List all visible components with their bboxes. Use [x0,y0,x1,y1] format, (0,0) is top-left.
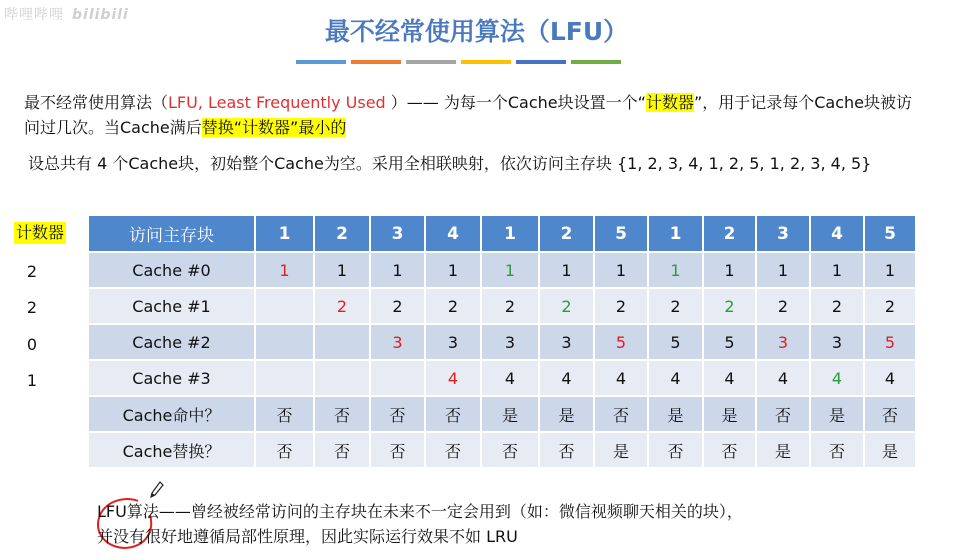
counter-value-0: 2 [26,262,38,281]
table-cell: 是 [648,396,703,432]
row-label: Cache #2 [89,324,255,360]
table-cell: 否 [594,396,648,432]
table-cell: 5 [648,324,703,360]
table-cell: 3 [425,324,481,360]
table-cell: 2 [481,288,539,324]
table-cell: 否 [756,396,810,432]
table-cell: 2 [539,288,594,324]
table-cell: 2 [810,288,864,324]
table-cell: 3 [370,324,425,360]
access-block-6: 5 [594,216,648,252]
pencil-icon [150,481,164,499]
table-cell [255,324,314,360]
access-block-5: 2 [539,216,594,252]
slide-title: 最不经常使用算法（LFU） [324,17,629,46]
watermark-text: 哔哩哔哩 [4,7,64,23]
table-cell [314,360,370,396]
counter-title: 计数器 [16,223,65,242]
table-cell: 3 [810,324,864,360]
table-cell: 5 [594,324,648,360]
highlight-counter: 计数器 [645,93,694,112]
row-label: Cache #1 [89,288,255,324]
table-cell: 2 [425,288,481,324]
table-cell: 4 [425,360,481,396]
table-cell: 1 [255,252,314,288]
table-cell: 2 [370,288,425,324]
table-cell: 否 [648,432,703,468]
table-cell: 否 [481,432,539,468]
definition-abbr: LFU, Least Frequently Used [168,93,386,112]
table-header-row [89,216,916,252]
table-cell: 4 [481,360,539,396]
access-block-10: 4 [810,216,864,252]
row-label: Cache #0 [89,252,255,288]
table-row [89,396,916,432]
table-cell: 3 [481,324,539,360]
table-cell: 是 [703,396,756,432]
title-bar-5 [571,60,621,64]
row-label: Cache #3 [89,360,255,396]
row-label: Cache命中？ [89,396,255,432]
table-cell: 2 [314,288,370,324]
access-block-3: 4 [425,216,481,252]
table-cell: 3 [539,324,594,360]
counter-value-1: 2 [26,298,38,317]
table-cell: 4 [810,360,864,396]
access-block-2: 3 [370,216,425,252]
access-block-1: 2 [314,216,370,252]
access-block-11: 5 [864,216,916,252]
table-cell: 1 [314,252,370,288]
table-cell: 2 [594,288,648,324]
table-cell: 4 [594,360,648,396]
table-cell: 4 [539,360,594,396]
counter-value-3: 1 [26,371,38,390]
table-cell: 1 [370,252,425,288]
table-cell: 否 [703,432,756,468]
counter-value-2: 0 [26,335,38,354]
table-cell: 否 [425,432,481,468]
table-cell: 4 [756,360,810,396]
table-cell: 否 [370,432,425,468]
table-cell: 是 [756,432,810,468]
table-cell [255,360,314,396]
definition-paragraph [24,90,924,140]
note-line-1: LFU算法——曾经被经常访问的主存块在未来不一定会用到（如：微信视频聊天相关的块）， [97,502,743,521]
table-cell: 2 [756,288,810,324]
table-cell: 1 [425,252,481,288]
table-cell: 是 [594,432,648,468]
table-cell: 否 [255,396,314,432]
table-cell: 1 [648,252,703,288]
title-bar-3 [461,60,511,64]
table-cell: 5 [864,324,916,360]
title-bar-2 [406,60,456,64]
table-cell: 3 [756,324,810,360]
definition-part3: ”，用于记录每个Cache块被访问过几次。当Cache满后 [24,93,913,137]
highlight-replace: 替换“计数器”最小的 [201,118,347,137]
title-bar-4 [516,60,566,64]
table-cell: 是 [539,396,594,432]
definition-part1: 最不经常使用算法（ [24,93,169,112]
setup-paragraph: 设总共有 4 个Cache块，初始整个Cache为空。采用全相联映射，依次访问主存块 {1, 2, 3, 4, 1, 2, 5, 1, 2, 3, 4, 5} [28,154,872,173]
table-row [89,432,916,468]
table-cell: 1 [703,252,756,288]
table-cell: 2 [648,288,703,324]
table-cell: 4 [864,360,916,396]
table-cell: 2 [703,288,756,324]
table-cell [255,288,314,324]
table-cell: 否 [370,396,425,432]
table-cell: 4 [703,360,756,396]
table-cell: 是 [864,432,916,468]
access-block-9: 3 [756,216,810,252]
table-cell: 1 [810,252,864,288]
table-cell [370,360,425,396]
table-row [89,324,916,360]
lfu-note [97,499,937,549]
table-row [89,360,916,396]
note-line-2: 并没有很好地遵循局部性原理，因此实际运行效果不如 LRU [97,527,518,546]
table-cell: 否 [314,432,370,468]
table-cell: 否 [314,396,370,432]
table-cell: 4 [648,360,703,396]
lfu-table [89,216,917,469]
table-cell: 是 [810,396,864,432]
access-block-0: 1 [255,216,314,252]
bilibili-logo: bilibili [72,7,129,23]
table-cell: 否 [810,432,864,468]
table-row [89,252,916,288]
access-block-4: 1 [481,216,539,252]
table-row [89,288,916,324]
title-bar-1 [351,60,401,64]
table-cell: 1 [481,252,539,288]
table-cell: 2 [864,288,916,324]
table-cell: 否 [539,432,594,468]
title-color-bars [296,60,621,64]
table-cell: 1 [594,252,648,288]
definition-part2: ）—— 为每一个Cache块设置一个“ [385,93,646,112]
table-cell: 是 [481,396,539,432]
title-bar-0 [296,60,346,64]
access-block-7: 1 [648,216,703,252]
table-cell: 否 [425,396,481,432]
access-block-8: 2 [703,216,756,252]
row-label: Cache替换？ [89,432,255,468]
table-cell: 1 [756,252,810,288]
table-cell: 否 [864,396,916,432]
table-cell: 否 [255,432,314,468]
table-cell: 1 [539,252,594,288]
table-cell [314,324,370,360]
header-label: 访问主存块 [89,216,255,252]
table-cell: 1 [864,252,916,288]
table-cell: 5 [703,324,756,360]
